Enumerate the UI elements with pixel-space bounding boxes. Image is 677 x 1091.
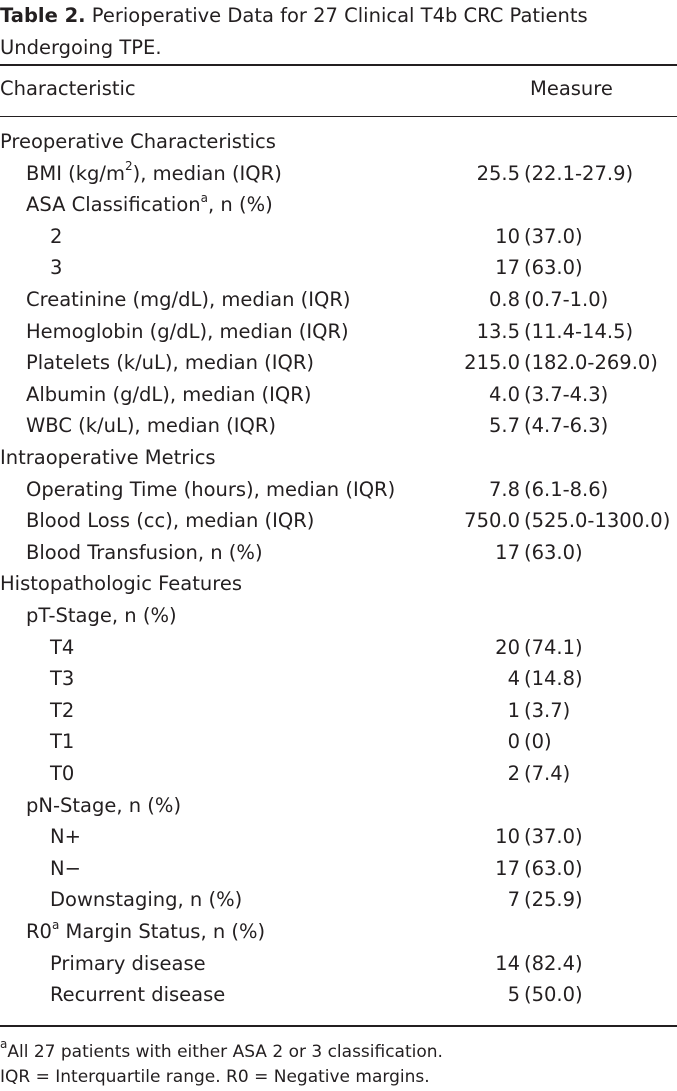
row-value: 17: [495, 256, 520, 280]
bottom-rule: [0, 1025, 677, 1027]
row-value-detail: (63.0): [524, 856, 583, 880]
row-label: Blood Transfusion, n (%): [26, 540, 263, 564]
row-label: Preoperative Characteristics: [0, 130, 276, 153]
row-value-detail: (37.0): [524, 825, 583, 849]
row-value: 0.8: [488, 288, 520, 311]
row-label: Albumin (g/dL), median (IQR): [26, 382, 312, 406]
row-label: BMI $(kg/m^2)$, median (IQR): [26, 159, 282, 185]
row-value-detail: (63.0): [524, 256, 583, 280]
row-value: 20: [495, 635, 520, 659]
footnote-abbreviations: IQR = Interquartile range. R0 = Negative margins.: [0, 1067, 430, 1087]
row-value: 10: [495, 825, 520, 849]
row-label: Histopathologic Features: [0, 572, 242, 596]
header-measure: Measure: [530, 77, 613, 100]
row-label: T1: [50, 730, 75, 754]
table-row: [0, 758, 677, 790]
row-value-detail: (6.1-8.6): [524, 477, 609, 501]
row-value-detail: (82.4): [524, 951, 583, 975]
row-value-detail: (11.4-14.5): [524, 319, 634, 343]
row-value-detail: (182.0-269.0): [524, 351, 658, 375]
row-label: WBC (k/uL), median (IQR): [26, 414, 276, 438]
top-rule: [0, 64, 677, 66]
header-characteristic: Characteristic: [0, 77, 136, 100]
row-value: 17: [495, 540, 520, 564]
row-label: pT-Stage, n (%): [26, 604, 177, 627]
table-row: [0, 537, 677, 569]
row-label: R0$^a$ Margin Status, n (%): [26, 917, 266, 943]
row-label: Primary disease: [50, 951, 206, 975]
table-row: [0, 632, 677, 664]
row-value-detail: (37.0): [524, 224, 583, 248]
row-value: 5: [507, 983, 520, 1007]
row-value: 750.0: [464, 509, 520, 533]
row-label: Platelets (k/uL), median (IQR): [26, 351, 315, 375]
table-row: [0, 474, 677, 506]
table-caption: [0, 0, 677, 64]
footnote-a-marker: a: [0, 1037, 8, 1052]
table-label: Table 2.: [0, 4, 86, 27]
row-value: 13.5: [476, 319, 520, 343]
row-value-detail: (50.0): [524, 983, 583, 1007]
table-row: [0, 663, 677, 695]
row-label: N−: [50, 856, 81, 880]
row-value-detail: (74.1): [524, 635, 583, 659]
row-value-detail: (7.4): [524, 762, 571, 785]
table-row: [0, 853, 677, 885]
table-row: [0, 221, 677, 253]
row-label: Creatinine (mg/dL), median (IQR): [26, 288, 351, 311]
table-row: [0, 347, 677, 379]
row-value-detail: (525.0-1300.0): [524, 509, 671, 533]
table-row: [0, 790, 677, 822]
row-label: N+: [50, 825, 81, 849]
table-title: Perioperative Data for 27 Clinical T4b CRC Patients Undergoing TPE.: [0, 4, 588, 59]
row-value: 4: [507, 667, 520, 691]
table-row: [0, 442, 677, 474]
row-label: T2: [50, 698, 75, 722]
row-value-detail: (63.0): [524, 540, 583, 564]
row-label: Hemoglobin (g/dL), median (IQR): [26, 319, 349, 343]
table-row: [0, 600, 677, 632]
table-row: [0, 284, 677, 316]
table-row: [0, 568, 677, 600]
row-label: T3: [50, 667, 75, 691]
table-row: [0, 979, 677, 1011]
row-value: 17: [495, 856, 520, 880]
row-label: Recurrent disease: [50, 983, 226, 1007]
table-row: [0, 505, 677, 537]
table-row: [0, 884, 677, 916]
table-row: [0, 948, 677, 980]
row-value-detail: (0.7-1.0): [524, 288, 609, 311]
table-row: [0, 726, 677, 758]
row-value-detail: (14.8): [524, 667, 583, 691]
header-rule: [0, 116, 677, 117]
row-value-detail: (3.7): [524, 698, 571, 722]
row-label: pN-Stage, n (%): [26, 793, 182, 817]
table-row: [0, 916, 677, 948]
row-value: 4.0: [488, 382, 520, 406]
row-label: Downstaging, n (%): [50, 888, 243, 912]
row-value-detail: (25.9): [524, 888, 583, 912]
table-row: [0, 316, 677, 348]
table-row: [0, 126, 677, 158]
row-value: 5.7: [488, 414, 520, 438]
row-label: 3: [50, 256, 63, 280]
table-row: [0, 189, 677, 221]
row-label: T0: [50, 762, 75, 785]
table-row: [0, 252, 677, 284]
row-value-detail: (22.1-27.9): [524, 161, 634, 185]
row-value: 10: [495, 224, 520, 248]
table-row: [0, 410, 677, 442]
table-row: [0, 821, 677, 853]
row-label: Intraoperative Metrics: [0, 446, 216, 469]
row-value: 1: [507, 698, 520, 722]
row-value: 215.0: [464, 351, 520, 375]
row-value: 25.5: [476, 161, 520, 185]
footnote-a: [0, 1038, 443, 1066]
row-value: 2: [507, 762, 520, 785]
row-label: Blood Loss (cc), median (IQR): [26, 509, 315, 533]
row-value-detail: (3.7-4.3): [524, 382, 609, 406]
row-label: ASA Classification$^a$, n (%): [26, 190, 273, 217]
row-label: Operating Time (hours), median (IQR): [26, 477, 396, 501]
row-value-detail: (4.7-6.3): [524, 414, 609, 438]
table-row: [0, 379, 677, 411]
row-value-detail: (0): [524, 730, 552, 754]
row-value: 7: [507, 888, 520, 912]
table-row: [0, 695, 677, 727]
row-value: 0: [507, 730, 520, 754]
row-label: 2: [50, 224, 63, 248]
row-value: 7.8: [488, 477, 520, 501]
row-value: 14: [495, 951, 520, 975]
row-label: T4: [50, 635, 75, 659]
footnote-a-text: All 27 patients with either ASA 2 or 3 classification.: [7, 1042, 443, 1062]
table-row: [0, 158, 677, 190]
